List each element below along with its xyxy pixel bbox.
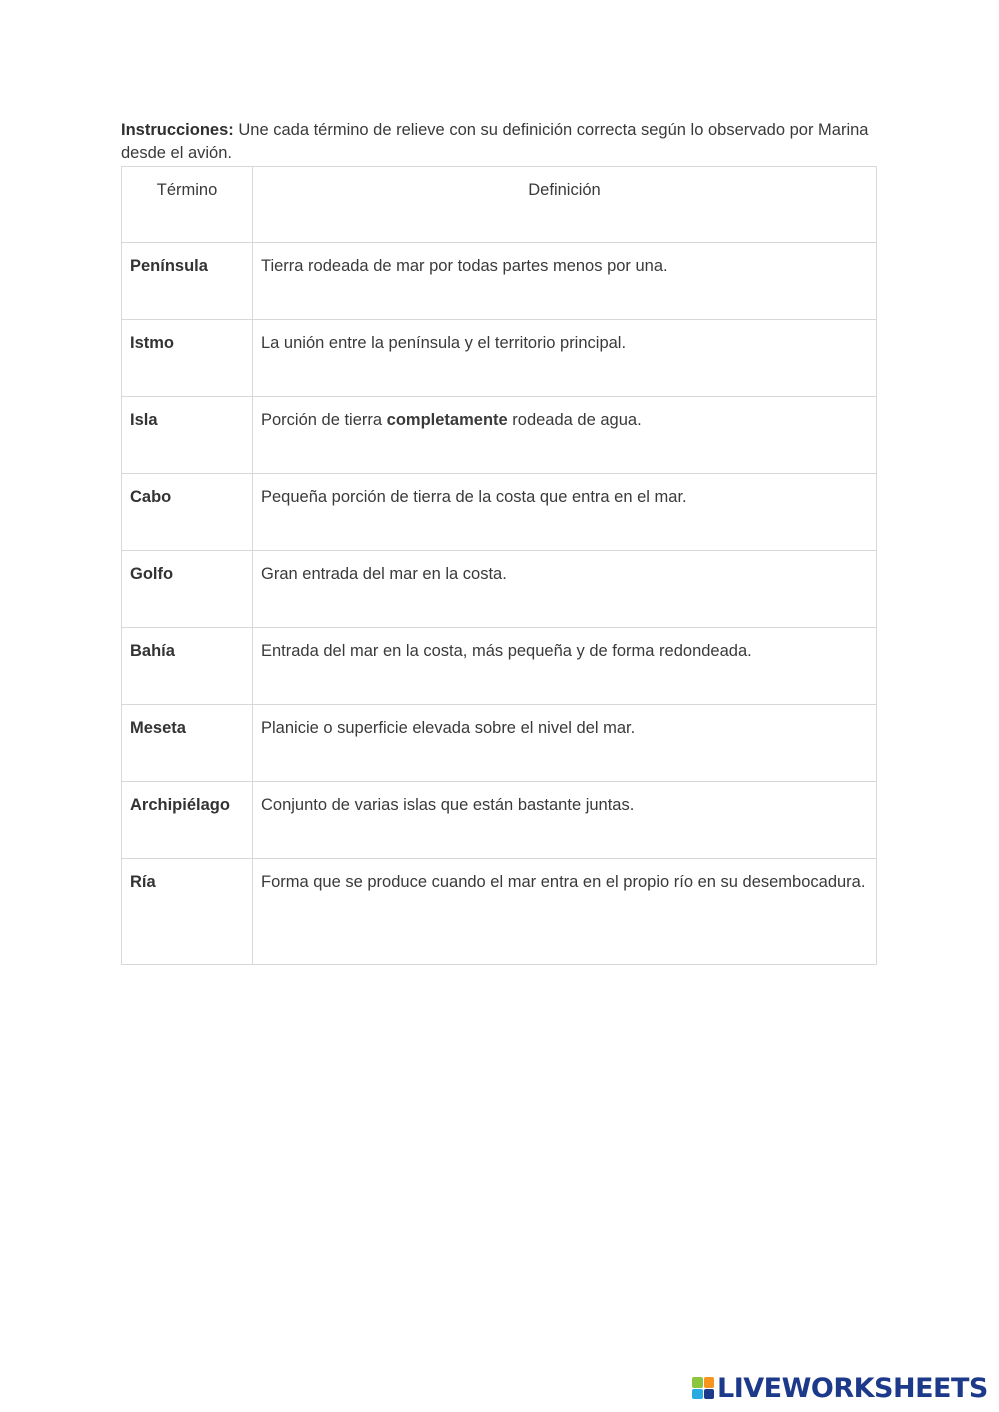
- logo-text: LIVEWORKSHEETS: [717, 1372, 988, 1404]
- table-row: [122, 628, 877, 705]
- table-row: [122, 782, 877, 859]
- definition-cell: Planicie o superficie elevada sobre el nivel del mar.: [253, 705, 877, 782]
- logo-square-blue: [692, 1389, 703, 1400]
- liveworksheets-logo[interactable]: [692, 1372, 988, 1404]
- table-row: [122, 705, 877, 782]
- definition-cell: [253, 397, 877, 474]
- term-cell: Meseta: [122, 705, 253, 782]
- table-row: [122, 397, 877, 474]
- definition-text: rodeada de agua.: [507, 411, 642, 429]
- header-term: Término: [122, 167, 253, 243]
- term-cell: Archipiélago: [122, 782, 253, 859]
- logo-square-green: [692, 1377, 703, 1388]
- logo-square-navy: [704, 1389, 715, 1400]
- instructions-text: Une cada término de relieve con su definición correcta según lo observado por Marina desde el avión.: [121, 121, 869, 162]
- term-cell: Golfo: [122, 551, 253, 628]
- table-row: [122, 320, 877, 397]
- term-cell: Península: [122, 243, 253, 320]
- logo-mark-icon: [692, 1377, 714, 1399]
- table-row: [122, 859, 877, 965]
- table-row: [122, 474, 877, 551]
- term-cell: Isla: [122, 397, 253, 474]
- terms-table: [121, 166, 877, 965]
- term-cell: Cabo: [122, 474, 253, 551]
- definition-cell: Gran entrada del mar en la costa.: [253, 551, 877, 628]
- definition-cell: Tierra rodeada de mar por todas partes menos por una.: [253, 243, 877, 320]
- definition-cell: Pequeña porción de tierra de la costa que entra en el mar.: [253, 474, 877, 551]
- definition-cell: Entrada del mar en la costa, más pequeña y de forma redondeada.: [253, 628, 877, 705]
- instructions: [121, 119, 881, 165]
- term-cell: Ría: [122, 859, 253, 965]
- logo-square-orange: [704, 1377, 715, 1388]
- definition-cell: La unión entre la península y el territorio principal.: [253, 320, 877, 397]
- table-row: [122, 551, 877, 628]
- definition-cell: Conjunto de varias islas que están bastante juntas.: [253, 782, 877, 859]
- table-header-row: [122, 167, 877, 243]
- term-cell: Istmo: [122, 320, 253, 397]
- term-cell: Bahía: [122, 628, 253, 705]
- table-row: [122, 243, 877, 320]
- definition-text: Porción de tierra: [261, 411, 387, 429]
- instructions-label: Instrucciones:: [121, 121, 234, 139]
- definition-cell: Forma que se produce cuando el mar entra en el propio río en su desembocadura.: [253, 859, 877, 965]
- definition-emphasis: completamente: [386, 411, 508, 429]
- header-definition: Definición: [253, 167, 877, 243]
